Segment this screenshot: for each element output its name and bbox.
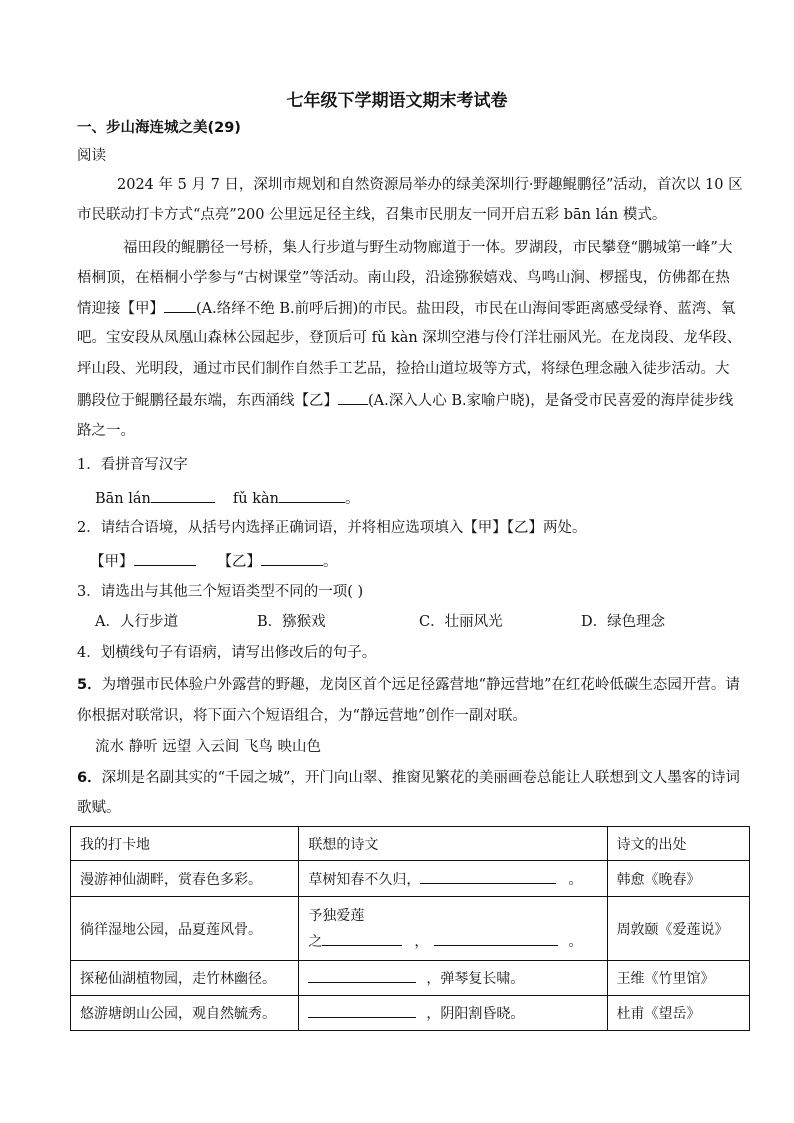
question-5-line2: 你根据对联常识，将下面六个短语组合，为“静远营地”创作一副对联。 (77, 708, 527, 724)
passage-line: 吧。宝安段从凤凰山森林公园起步，登顶后可 fǔ kàn 深圳空港与伶仃洋壮丽风光。在龙岗段、龙华段、 (77, 330, 742, 346)
question-3: 3．请选出与其他三个短语类型不同的一项( ) (77, 584, 364, 600)
question-1-pinyin (95, 488, 775, 509)
poem-cell (299, 961, 607, 996)
place-cell: 悠游塘朗山公园，观自然毓秀。 (71, 996, 299, 1031)
poem-text: 。 (568, 871, 583, 888)
section-heading: 一、步山海连城之美(29) (77, 120, 241, 136)
place-cell: 探秘仙湖植物园，走竹林幽径。 (71, 961, 299, 996)
poem-text: 予独爱莲 (308, 907, 365, 924)
source-cell: 王维《竹里馆》 (607, 961, 749, 996)
passage-line: 市民联动打卡方式“点亮”200 公里远足径主线，召集市民朋友一同开启五彩 bān lán 模式。 (77, 207, 667, 223)
question-number: 6． (77, 770, 102, 786)
question-6-line2: 歌赋。 (77, 800, 121, 816)
option-d[interactable]: D．绿色理念 (581, 614, 666, 630)
passage-line: 2024 年 5 月 7 日，深圳市规划和自然资源局举办的绿美深圳行·野趣鲲鹏径”活动，首次以 10 区 (117, 177, 743, 193)
poem-cell (299, 861, 607, 897)
pinyin-2: fǔ kàn (232, 491, 279, 507)
header-cell: 联想的诗文 (299, 827, 607, 861)
poem-cell (299, 897, 607, 961)
answer-blank[interactable] (434, 931, 558, 946)
question-4: 4．划横线句子有语病，请写出修改后的句子。 (77, 645, 377, 661)
question-5 (77, 675, 757, 695)
yi-label: 【乙】 (217, 554, 261, 570)
passage-line: 福田段的鲲鹏径一号桥，集人行步道与野生动物廊道于一体。罗湖段，市民攀登“鹏城第一峰”大 (123, 240, 733, 256)
source-cell: 韩愈《晚春》 (607, 861, 749, 897)
page-title: 七年级下学期语文期末考试卷 (286, 91, 508, 111)
answer-blank[interactable] (279, 488, 345, 503)
table-row (71, 961, 750, 996)
question-number: 5． (77, 677, 102, 693)
passage-text: (A.络绎不绝 B.前呼后拥)的市民。盐田段，市民在山海间零距离感受绿脊、蓝湾、氧 (196, 301, 736, 317)
passage-text: (A.深入人心 B.家喻户晓)，是备受市民喜爱的海岸徒步线 (368, 393, 734, 409)
passage-line (77, 390, 757, 411)
source-cell: 周敦颐《爱莲说》 (607, 897, 749, 961)
option-b[interactable]: B．猕猴戏 (257, 614, 326, 630)
answer-blank[interactable] (151, 488, 215, 503)
poem-text: 。 (568, 933, 583, 950)
passage-line: 路之一。 (77, 423, 135, 439)
place-cell: 徜徉湿地公园，品夏莲风骨。 (71, 897, 299, 961)
passage-line: 梧桐顶，在梧桐小学参与“古树课堂”等活动。南山段，沿途猕猴嬉戏、鸟鸣山涧、椤摇曳，仿佛都在热 (77, 270, 730, 286)
table-row (71, 861, 750, 897)
answer-blank[interactable] (322, 931, 402, 946)
blank-jia (164, 298, 196, 313)
read-label: 阅读 (77, 148, 106, 164)
answer-blank[interactable] (420, 869, 556, 884)
question-1: 1．看拼音写汉字 (77, 457, 188, 473)
poem-cell (299, 996, 607, 1031)
table-row (71, 897, 750, 961)
header-cell: 诗文的出处 (607, 827, 749, 861)
option-a[interactable]: A．人行步道 (95, 614, 178, 630)
option-c[interactable]: C．壮丽风光 (419, 614, 503, 630)
poem-text: 草树知春不久归， (308, 871, 421, 888)
question-2: 2．请结合语境，从括号内选择正确词语，并将相应选项填入【甲】【乙】两处。 (77, 520, 587, 536)
answer-blank[interactable] (134, 551, 196, 566)
couplet-phrases: 流水 静听 远望 入云间 飞鸟 映山色 (95, 739, 322, 755)
question-6 (77, 768, 757, 788)
table-row (71, 996, 750, 1031)
poem-text: ， (414, 933, 429, 950)
passage-text: 鹏段位于鲲鹏径最东端，东西涌线【乙】 (77, 393, 338, 409)
question-text: 深圳是名副其实的“千园之城”，开门向山翠、推窗见繁花的美丽画卷总能让人联想到文人墨客的诗词 (101, 770, 740, 786)
place-cell: 漫游神仙湖畔，赏春色多彩。 (71, 861, 299, 897)
header-cell: 我的打卡地 (71, 827, 299, 861)
question-2-answers (90, 551, 770, 572)
question-3-options (95, 612, 775, 632)
poem-table (70, 826, 750, 1031)
question-text: 为增强市民体验户外露营的野趣，龙岗区首个远足径露营地“静远营地”在红花岭低碳生态园开营。请 (101, 677, 740, 693)
answer-blank[interactable] (308, 1003, 416, 1018)
period: 。 (323, 554, 338, 570)
answer-blank[interactable] (261, 551, 323, 566)
source-cell: 杜甫《望岳》 (607, 996, 749, 1031)
poem-text: ，阴阳割昏晓。 (426, 1006, 525, 1022)
passage-text: 情迎接【甲】 (77, 301, 164, 317)
period: 。 (344, 491, 360, 507)
poem-text: ，弹琴复长啸。 (426, 971, 525, 987)
pinyin-1: Bān lán (95, 491, 151, 507)
passage-line (77, 298, 757, 319)
poem-text: 之 (308, 933, 323, 950)
answer-blank[interactable] (308, 968, 416, 983)
table-header-row (71, 827, 750, 861)
passage-line: 坪山段、光明段，通过市民们制作自然手工艺品，捡拾山道垃圾等方式，将绿色理念融入徒步活动。大 (77, 361, 730, 377)
blank-yi (338, 390, 368, 405)
jia-label: 【甲】 (90, 554, 134, 570)
